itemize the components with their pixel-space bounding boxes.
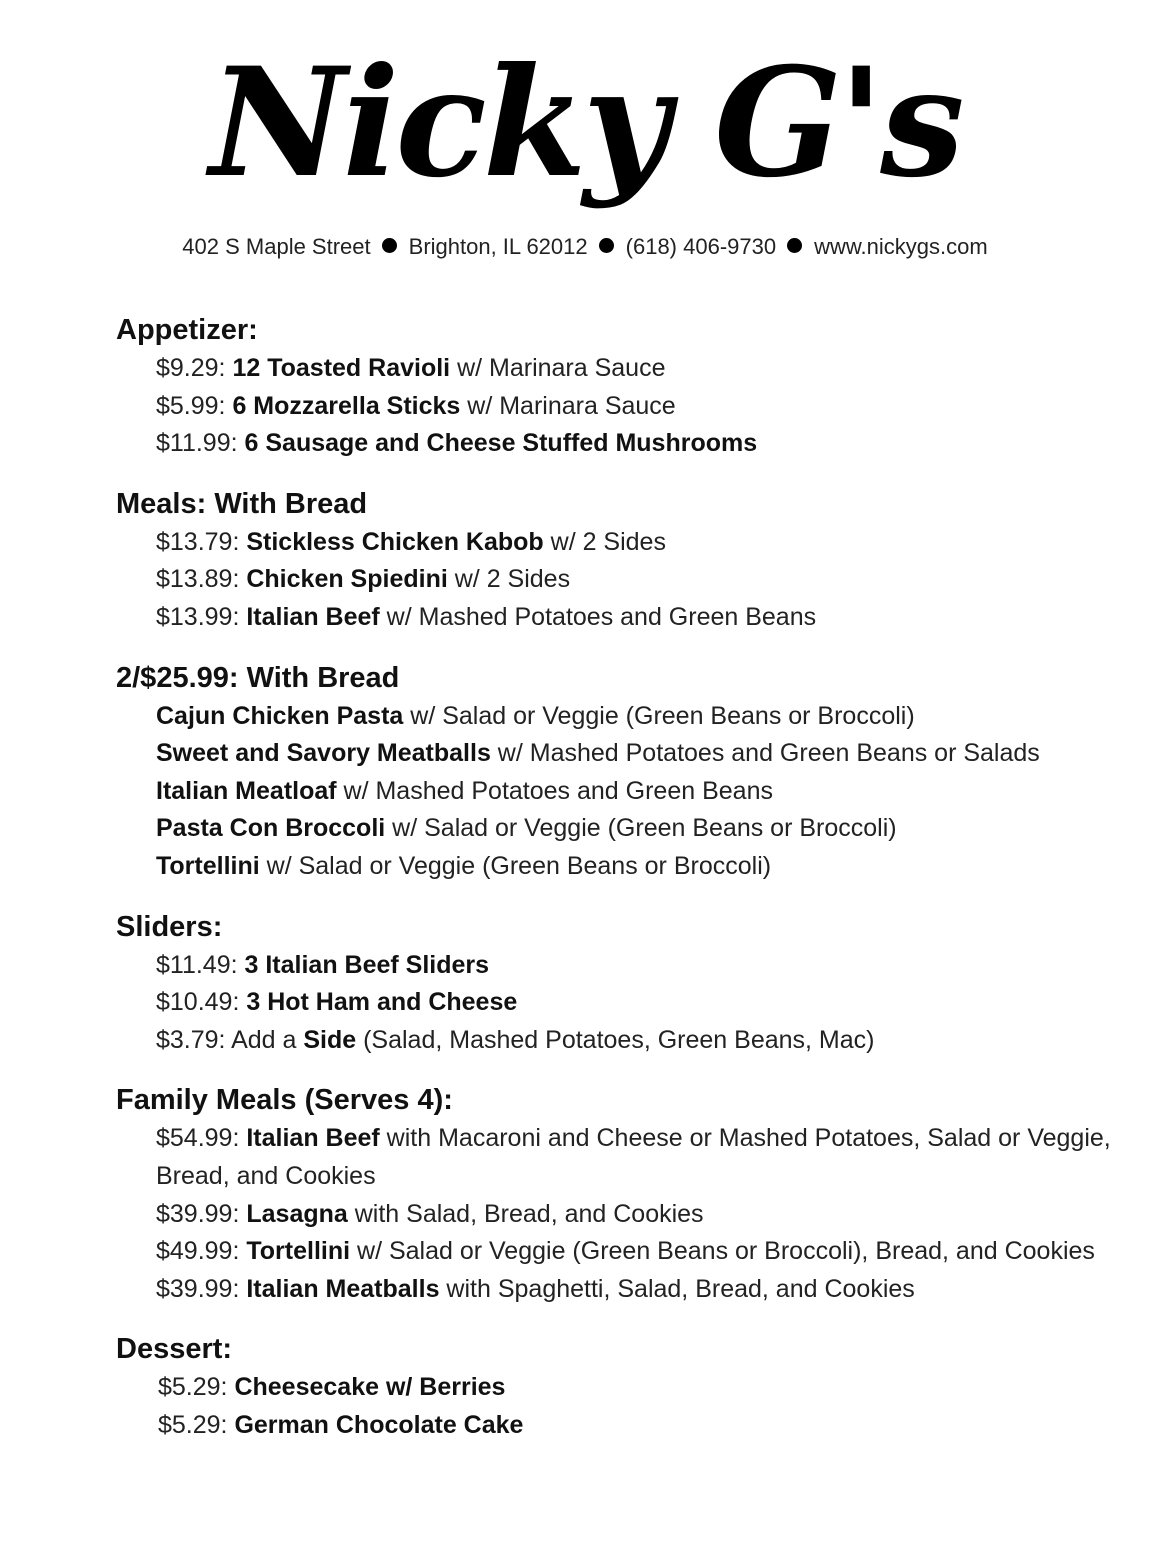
- menu-item: [156, 848, 1156, 886]
- menu-item: [156, 425, 1156, 463]
- item-price: $54.99:: [156, 1124, 247, 1153]
- item-price: $5.29:: [158, 1373, 235, 1402]
- menu-item: [156, 1196, 1156, 1234]
- bullet-dot-icon: [382, 238, 397, 253]
- item-list: [116, 350, 1156, 463]
- item-description: with Spaghetti, Salad, Bread, and Cookies: [439, 1274, 915, 1303]
- item-price: $5.99:: [156, 391, 233, 420]
- section-family-meals: [116, 1080, 1156, 1308]
- section-title: Family Meals (Serves 4):: [116, 1084, 453, 1117]
- item-price: $5.29:: [158, 1410, 235, 1439]
- street-address: 402 S Maple Street: [182, 234, 371, 259]
- item-price: $39.99:: [156, 1274, 247, 1303]
- item-name: Pasta Con Broccoli: [156, 814, 386, 843]
- item-price: $9.29:: [156, 354, 233, 382]
- item-name: 12 Toasted Ravioli: [232, 354, 451, 382]
- section-title: 2/$25.99: With Bread: [116, 661, 400, 694]
- item-name: Italian Beef: [246, 1124, 380, 1153]
- section-title: Dessert:: [116, 1333, 233, 1366]
- item-description: w/ Marinara Sauce: [450, 354, 666, 382]
- item-name: German Chocolate Cake: [234, 1410, 524, 1439]
- item-list: [116, 698, 1156, 886]
- item-price: $13.99:: [156, 602, 247, 631]
- section-title: Sliders:: [116, 910, 223, 943]
- section-title: Meals: With Bread: [116, 487, 368, 520]
- item-name: Tortellini: [246, 1237, 351, 1266]
- phone-number[interactable]: (618) 406-9730: [625, 234, 777, 259]
- item-description: with Macaroni and Cheese or Mashed Potatoes, Salad or Veggie, Bread, and Cookies: [156, 1124, 1111, 1190]
- section-meals-with-bread: [116, 484, 1156, 637]
- menu-item: [156, 388, 1156, 426]
- item-price: $3.79: Add a: [156, 1025, 304, 1054]
- item-name: Italian Beef: [246, 602, 380, 631]
- contact-line: [0, 230, 1170, 264]
- item-price: $10.49:: [156, 988, 247, 1017]
- menu-item: [156, 735, 1156, 773]
- item-name: Italian Meatloaf: [156, 776, 337, 805]
- menu-item: [156, 599, 1156, 637]
- menu-item: [156, 773, 1156, 811]
- menu-item: [156, 524, 1156, 562]
- item-name: 3 Hot Ham and Cheese: [246, 988, 518, 1017]
- item-price: $49.99:: [156, 1237, 247, 1266]
- section-title: Appetizer:: [116, 314, 258, 346]
- item-name: 3 Italian Beef Sliders: [244, 950, 490, 979]
- menu-item: [156, 1120, 1156, 1195]
- item-price: $39.99:: [156, 1199, 247, 1228]
- item-name: 6 Mozzarella Sticks: [232, 391, 461, 420]
- item-name: Cajun Chicken Pasta: [156, 701, 404, 730]
- menu-item: [158, 1369, 1156, 1407]
- item-name: Lasagna: [246, 1199, 348, 1228]
- item-description: w/ 2 Sides: [447, 565, 571, 594]
- item-price: $11.49:: [156, 950, 245, 979]
- item-description: w/ Salad or Veggie (Green Beans or Broccoli), Bread, and Cookies: [350, 1237, 1095, 1266]
- section-appetizer: [116, 310, 1156, 463]
- section-dessert: [116, 1329, 1156, 1444]
- item-name: 6 Sausage and Cheese Stuffed Mushrooms: [244, 429, 758, 458]
- bullet-dot-icon: [599, 238, 614, 253]
- item-list: [116, 1369, 1156, 1444]
- item-name: Cheesecake w/ Berries: [234, 1373, 506, 1402]
- item-name: Stickless Chicken Kabob: [246, 527, 544, 556]
- item-list: [116, 947, 1156, 1060]
- menu-body: [116, 310, 1156, 1465]
- menu-item: [158, 1407, 1156, 1445]
- item-list: [116, 524, 1156, 637]
- item-name: Sweet and Savory Meatballs: [156, 739, 491, 768]
- item-name: Tortellini: [156, 851, 260, 880]
- section-sliders: [116, 907, 1156, 1060]
- item-description: w/ Mashed Potatoes and Green Beans: [379, 602, 817, 631]
- item-description: w/ Salad or Veggie (Green Beans or Broccoli): [385, 814, 897, 843]
- item-description: (Salad, Mashed Potatoes, Green Beans, Mac): [356, 1025, 875, 1054]
- item-price: $13.89:: [156, 565, 247, 594]
- item-name: Italian Meatballs: [246, 1274, 440, 1303]
- item-name: Chicken Spiedini: [246, 565, 448, 594]
- menu-item: [156, 810, 1156, 848]
- item-description: w/ Salad or Veggie (Green Beans or Broccoli): [403, 701, 915, 730]
- item-list: [116, 1120, 1156, 1308]
- menu-item: [156, 1022, 1156, 1060]
- menu-item: [156, 561, 1156, 599]
- website-link[interactable]: www.nickygs.com: [814, 234, 988, 259]
- menu-item: [156, 1271, 1156, 1309]
- item-description: w/ Salad or Veggie (Green Beans or Broccoli): [259, 851, 772, 880]
- menu-item: [156, 350, 1156, 388]
- item-description: w/ 2 Sides: [543, 527, 666, 556]
- menu-item: [156, 698, 1156, 736]
- item-price: $11.99:: [156, 429, 245, 458]
- city-state-zip: Brighton, IL 62012: [408, 234, 588, 259]
- item-description: with Salad, Bread, and Cookies: [347, 1199, 704, 1228]
- menu-item: [156, 1233, 1156, 1271]
- item-name: Side: [303, 1025, 357, 1054]
- item-description: w/ Mashed Potatoes and Green Beans or Salads: [490, 739, 1040, 768]
- menu-item: [156, 984, 1156, 1022]
- bullet-dot-icon: [787, 238, 802, 253]
- menu-item: [156, 947, 1156, 985]
- restaurant-logo: Nicky G's: [209, 35, 961, 211]
- item-price: $13.79:: [156, 527, 247, 556]
- item-description: w/ Marinara Sauce: [460, 391, 676, 420]
- item-description: w/ Mashed Potatoes and Green Beans: [336, 776, 773, 805]
- section-two-for-deal: [116, 658, 1156, 886]
